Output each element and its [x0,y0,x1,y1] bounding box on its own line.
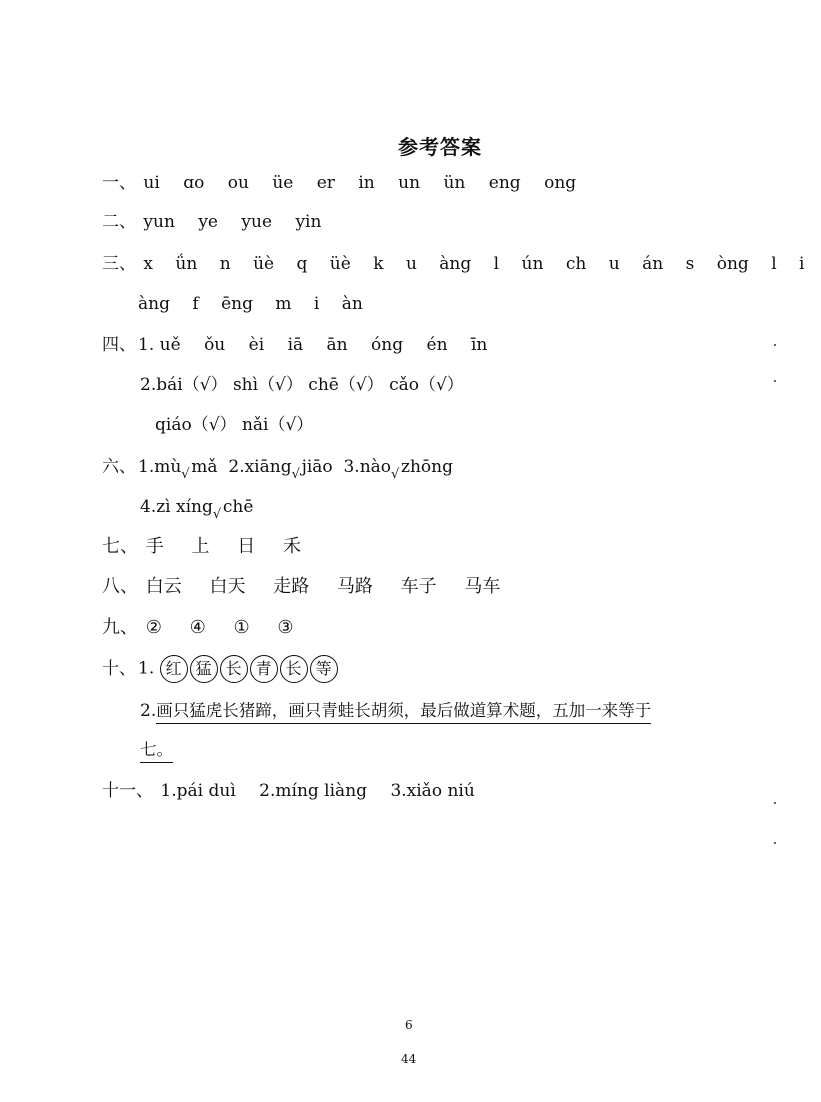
section-10-q1 [102,655,340,683]
answer-item: ān [326,335,348,355]
answer-item: eng [488,173,521,193]
answer-item: 禾 [282,536,301,557]
answer-item: er [316,173,335,193]
answer-item: qiáo（√） [155,415,237,435]
answer-item: ún [521,254,544,274]
answer-item: àng [138,294,170,314]
circled-character: 长 [220,655,248,683]
answer-item: un [398,173,421,193]
answer-item: ou [227,173,249,193]
answer-item: ④ [189,617,206,638]
answer-item: üe [272,173,294,193]
answer-item: 日 [237,536,256,557]
section-number: 四、 [102,335,136,355]
answer-item: 2.míng liàng [259,781,368,801]
section-4-q1 [102,337,505,354]
answer-item: 4.zì xíng [140,497,213,517]
answer-item: ch [565,254,587,274]
circled-character: 红 [160,655,188,683]
answer-item: nǎi（√） [241,415,314,435]
answer-item: i [799,254,805,274]
answer-item: f [192,294,199,314]
answer-item: ye [198,212,218,232]
section-number: 三、 [102,254,136,274]
section-number: 八、 [102,576,138,597]
answer-item: shì（√） [232,375,303,395]
answer-item: ③ [277,617,294,638]
answer-item: ② [145,617,162,638]
answer-item: bái（√） [156,375,228,395]
answer-item: yun [143,212,175,232]
answer-item: àng [439,254,472,274]
answer-item: ɑo [183,173,205,193]
answer-item: chē（√） [308,375,384,395]
answer-item: in [358,173,375,193]
answer-item: 马车 [464,576,501,597]
section-number: 六、 [102,457,136,477]
circled-character: 青 [250,655,278,683]
answer-item: zhōng [401,457,454,477]
answer-item: mǎ [191,457,218,477]
answer-item: üè [329,254,351,274]
check-mark-icon: √ [181,467,190,482]
scan-speck [774,344,776,346]
check-mark-icon: √ [391,467,400,482]
answer-item: u [405,254,417,274]
answer-item: èi [248,335,265,355]
answer-item: uě [159,335,181,355]
answer-item: u [608,254,620,274]
answer-item: 走路 [273,576,310,597]
answer-item: 白云 [145,576,182,597]
check-mark-icon: √ [291,467,300,482]
scan-speck [774,802,776,804]
answer-item: chē [222,497,254,517]
answer-item: s [685,254,695,274]
answer-item: k [373,254,384,274]
section-3-row-2 [138,296,380,313]
scan-speck [774,380,776,382]
scan-speck [774,842,776,844]
answer-item: én [426,335,448,355]
section-2 [102,214,339,231]
page-title: 参考答案 [398,135,482,159]
answer-item: n [219,254,231,274]
answer-item: án [642,254,664,274]
answer-item: ǒu [204,335,226,355]
answer-item: l [771,254,777,274]
section-number: 七、 [102,536,138,557]
answer-item: àn [341,294,363,314]
answer-item: óng [371,335,404,355]
section-6-row-2 [140,497,254,522]
answer-item: 3.xiǎo niú [390,781,475,801]
section-number: 二、 [102,212,136,232]
answer-item: ēng [221,294,253,314]
answer-item: òng [716,254,749,274]
answer-item: l [493,254,500,274]
question-number: 1. [138,658,155,679]
answer-item: q [296,254,308,274]
section-4-q2 [140,377,464,394]
section-10-q2 [140,703,651,720]
section-number: 十、 [102,658,136,679]
circled-character: 长 [280,655,308,683]
check-mark-icon: √ [212,507,222,522]
page-number-inner: 6 [405,1018,413,1032]
section-8 [102,578,522,596]
circled-character: 猛 [190,655,218,683]
answer-item: 马路 [336,576,373,597]
section-number: 一、 [102,173,136,193]
underlined-answer: 画只猛虎长猪蹄，画只青蛙长胡须，最后做道算术题，五加一来等于 [156,701,651,724]
circled-character: 等 [310,655,338,683]
section-10-q2-row-2 [140,742,173,759]
answer-item: 3.nào [343,457,392,477]
answer-item: iā [287,335,304,355]
answer-item: yue [241,212,273,232]
answer-item: 车子 [400,576,437,597]
answer-item: 1.pái duì [160,781,236,801]
section-9 [102,619,316,637]
section-7 [102,538,323,556]
answer-item: cǎo（√） [389,375,464,395]
underlined-answer: 七。 [140,740,173,763]
answer-item: ün [443,173,466,193]
answer-item: 手 [145,536,164,557]
question-number: 1. [138,335,155,355]
page-number-outer: 44 [401,1052,417,1066]
section-number: 十一、 [102,781,153,801]
question-number: 2. [140,701,157,721]
question-number: 2. [140,375,157,395]
answer-item: 1.mù [138,457,182,477]
answer-item: üè [253,254,275,274]
section-4-q2-row-2 [155,417,313,434]
answer-item: jiāo [301,457,333,477]
section-number: 九、 [102,617,138,638]
section-1 [102,175,594,192]
answer-item: i [313,294,320,314]
answer-item: ui [143,173,160,193]
answer-item: 2.xiāng [228,457,292,477]
answer-item: yin [295,212,322,232]
answer-item: x [143,254,153,274]
answer-item: 上 [191,536,210,557]
answer-item: ong [544,173,577,193]
section-11 [102,783,493,800]
answer-item: ① [233,617,250,638]
section-6-row-1 [102,457,454,482]
section-3-row-1 [102,256,821,273]
answer-item: 白天 [209,576,246,597]
answer-item: m [275,294,292,314]
answer-item: īn [470,335,488,355]
answer-item: ǘn [175,254,198,274]
